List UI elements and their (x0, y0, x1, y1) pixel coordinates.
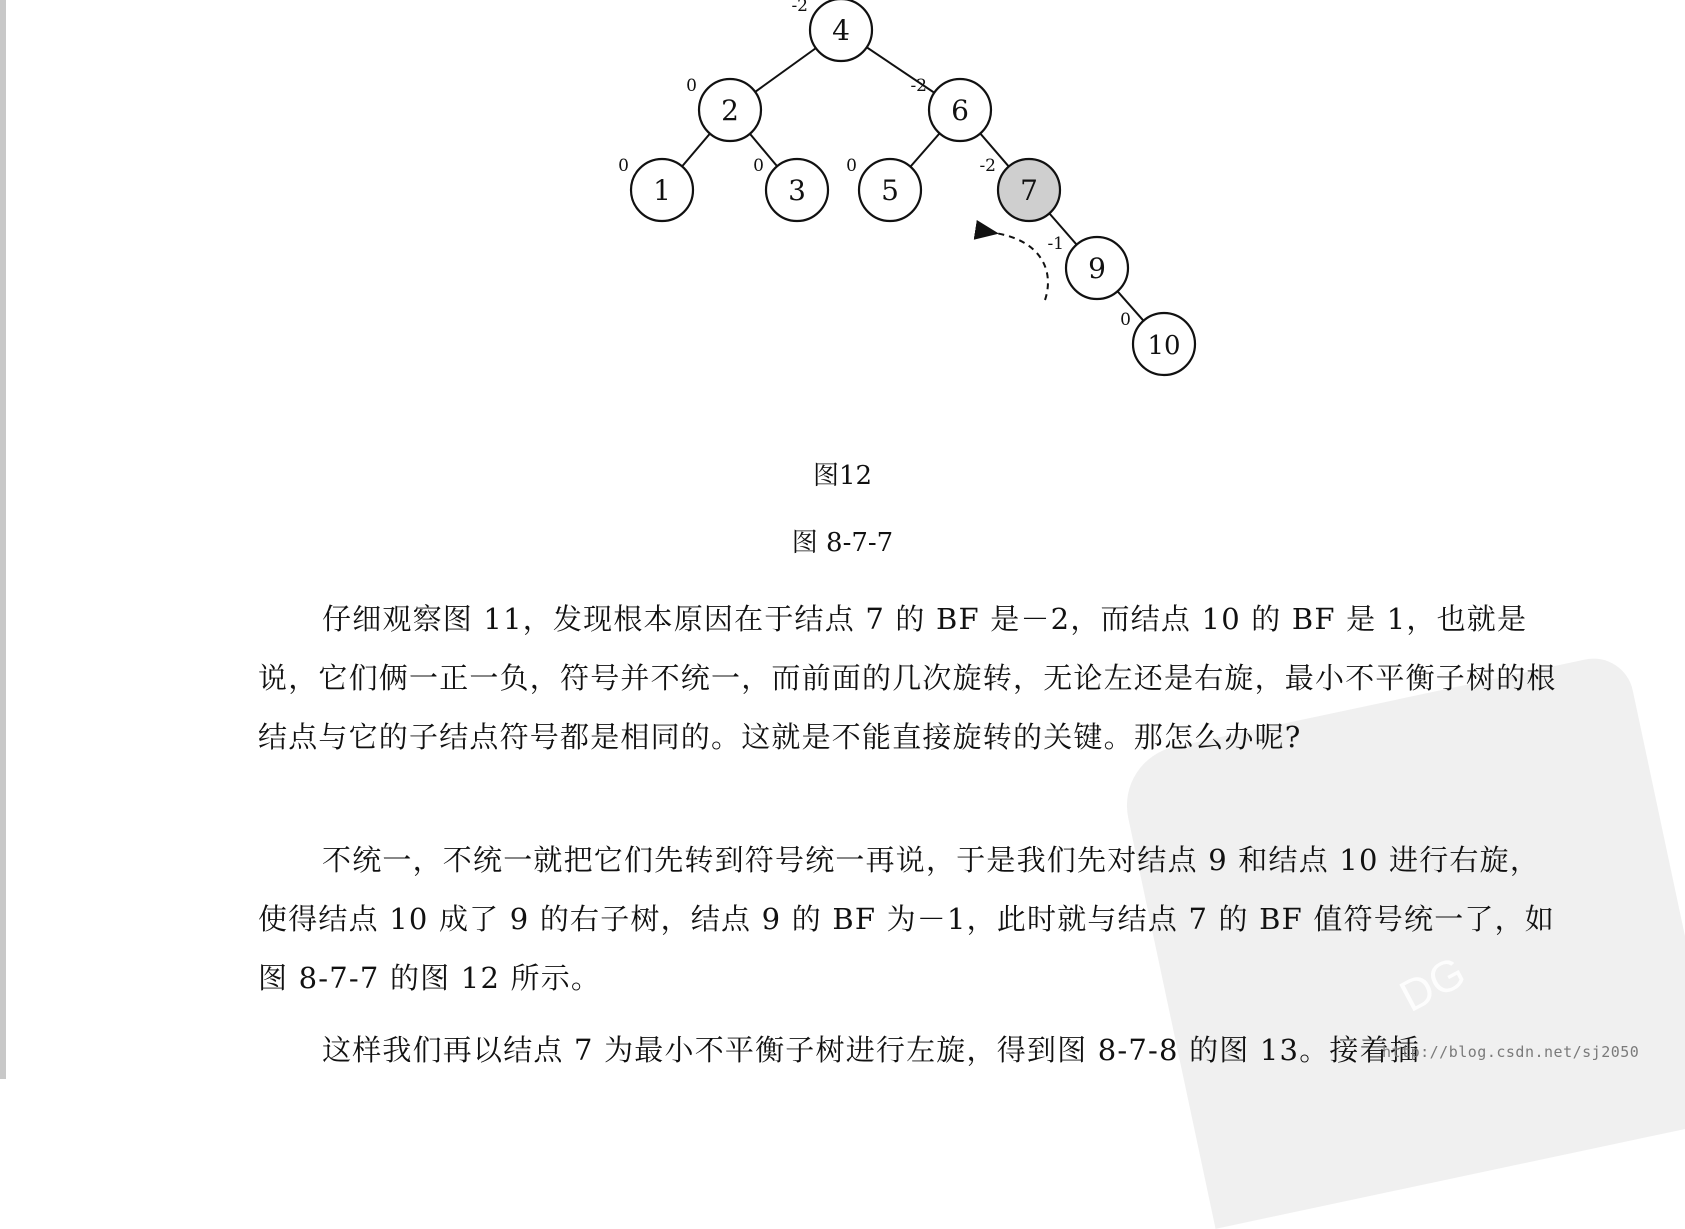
balance-factor-label: 0 (753, 156, 764, 176)
tree-node-3 (753, 156, 828, 221)
balance-factor-label: -2 (979, 156, 996, 176)
tree-node-9 (1047, 234, 1128, 299)
paragraph-2: 不统一，不统一就把它们先转到符号统一再说，于是我们先对结点 9 和结点 10 进行右旋，使得结点 10 成了 9 的右子树，结点 9 的 BF 为－1，此时就与结点 7 的 BF 值符号统一了，如图 8-7-7 的图 12 所示。 (258, 843, 1555, 995)
tree-node-4 (791, 0, 872, 61)
tree-node-2 (686, 76, 761, 141)
node-label: 9 (1088, 252, 1106, 285)
node-label: 6 (951, 94, 969, 127)
node-label: 4 (832, 14, 850, 47)
paragraph-1: 仔细观察图 11，发现根本原因在于结点 7 的 BF 是－2，而结点 10 的 BF 是 1，也就是说，它们俩一正一负，符号并不统一，而前面的几次旋转，无论左还是右旋，最小不平衡子树的根结点与它的子结点符号都是相同的。这就是不能直接旋转的关键。那怎么办呢? (258, 602, 1557, 754)
tree-node-10 (1120, 310, 1195, 375)
tree-node-7 (979, 156, 1060, 221)
node-label: 7 (1020, 174, 1038, 207)
node-label: 5 (881, 174, 899, 207)
tree-nodes (618, 0, 1195, 375)
balance-factor-label: -2 (910, 76, 927, 96)
balance-factor-label: 0 (1120, 310, 1131, 330)
balance-factor-label: -1 (1047, 234, 1064, 254)
watermark-text: DG (1392, 947, 1474, 1022)
node-label: 2 (721, 94, 739, 127)
balance-factor-label: 0 (618, 156, 629, 176)
balance-factor-label: 0 (686, 76, 697, 96)
footer-url: http://blog.csdn.net/sj2050 (1382, 1043, 1640, 1061)
tree-node-5 (846, 156, 921, 221)
node-label: 1 (653, 174, 671, 207)
avl-tree-figure (0, 0, 1685, 420)
figure-caption: 图 8-7-7 (791, 528, 894, 558)
figure-subcaption: 图12 (812, 461, 873, 491)
node-label: 10 (1147, 331, 1181, 361)
balance-factor-label: -2 (791, 0, 808, 16)
tree-node-6 (910, 76, 991, 141)
rotation-arrow-icon (995, 233, 1048, 300)
balance-factor-label: 0 (846, 156, 857, 176)
tree-node-1 (618, 156, 693, 221)
paragraph-3: 这样我们再以结点 7 为最小不平衡子树进行左旋，得到图 8-7-8 的图 13。接着插 (322, 1033, 1420, 1067)
node-label: 3 (788, 174, 806, 207)
